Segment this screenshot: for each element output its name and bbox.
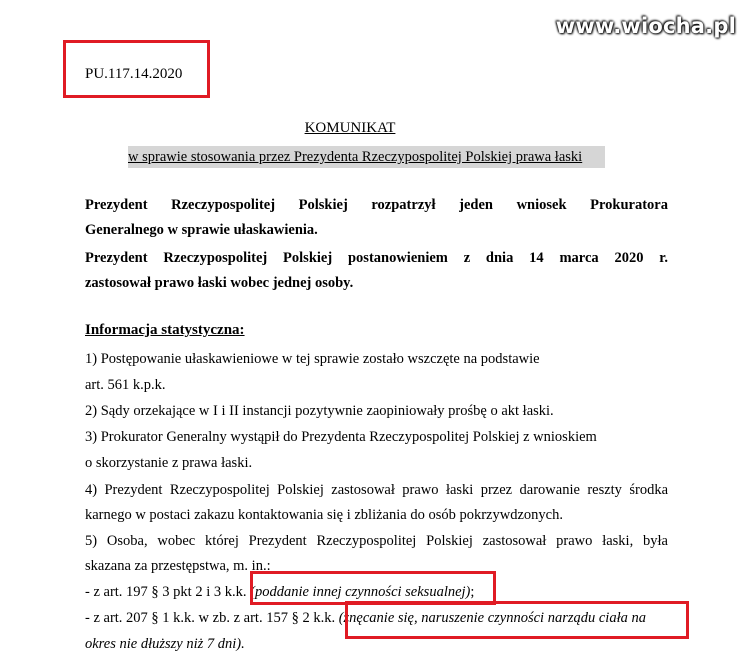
paragraph1-line2: Generalnego w sprawie ułaskawienia. [85, 222, 318, 238]
item7-italic: (znęcanie się, naruszenie czynności narządu ciała na [338, 610, 646, 626]
paragraph2-line1: Prezydent Rzeczypospolitej Polskiej postanowieniem z dnia 14 marca 2020 r. [85, 250, 668, 266]
item6-italic: (poddanie innej czynności seksualnej) [250, 584, 471, 600]
paragraph1-line1: Prezydent Rzeczypospolitej Polskiej rozpatrzył jeden wniosek Prokuratora [85, 197, 668, 213]
document-reference-number: PU.117.14.2020 [85, 66, 183, 82]
item7-prefix: - z art. 207 § 1 k.k. w zb. z art. 157 § 2 k.k. [85, 610, 339, 626]
item7-line2: okres nie dłuższy niż 7 dni). [85, 636, 245, 652]
paragraph2-line2: zastosował prawo łaski wobec jednej osoby. [85, 275, 354, 291]
item1-line2: art. 561 k.p.k. [85, 377, 166, 393]
highlight-box-item6 [250, 571, 496, 605]
item3-line2: o skorzystanie z prawa łaski. [85, 455, 253, 471]
item2-line1: 2) Sądy orzekające w I i II instancji pozytywnie zaopiniowały prośbę o akt łaski. [85, 403, 554, 419]
item4-line2: karnego w postaci zakazu kontaktowania się i zbliżania do osób pokrzywdzonych. [85, 507, 563, 523]
item5-line2: skazana za przestępstwa, m. in.: [85, 558, 271, 574]
item5-line1: 5) Osoba, wobec której Prezydent Rzeczypospolitej Polskiej zastosował prawo łaski, była [85, 533, 668, 549]
item6-suffix: ; [470, 584, 475, 600]
item6-prefix: - z art. 197 § 3 pkt 2 i 3 k.k. [85, 584, 251, 600]
document-subtitle: w sprawie stosowania przez Prezydenta Rzeczypospolitej Polskiej prawa łaski [128, 146, 605, 168]
watermark-logo: www.wiocha.pl [555, 14, 736, 38]
item4-line1: 4) Prezydent Rzeczypospolitej Polskiej zastosował prawo łaski przez darowanie reszty środka [85, 482, 668, 498]
document-title: KOMUNIKAT [304, 120, 396, 136]
highlight-box-item7 [345, 601, 689, 639]
item3-line1: 3) Prokurator Generalny wystąpił do Prezydenta Rzeczypospolitej Polskiej z wnioskiem [85, 429, 597, 445]
stats-heading: Informacja statystyczna: [85, 322, 245, 338]
item1-line1: 1) Postępowanie ułaskawieniowe w tej sprawie zostało wszczęte na podstawie [85, 351, 540, 367]
